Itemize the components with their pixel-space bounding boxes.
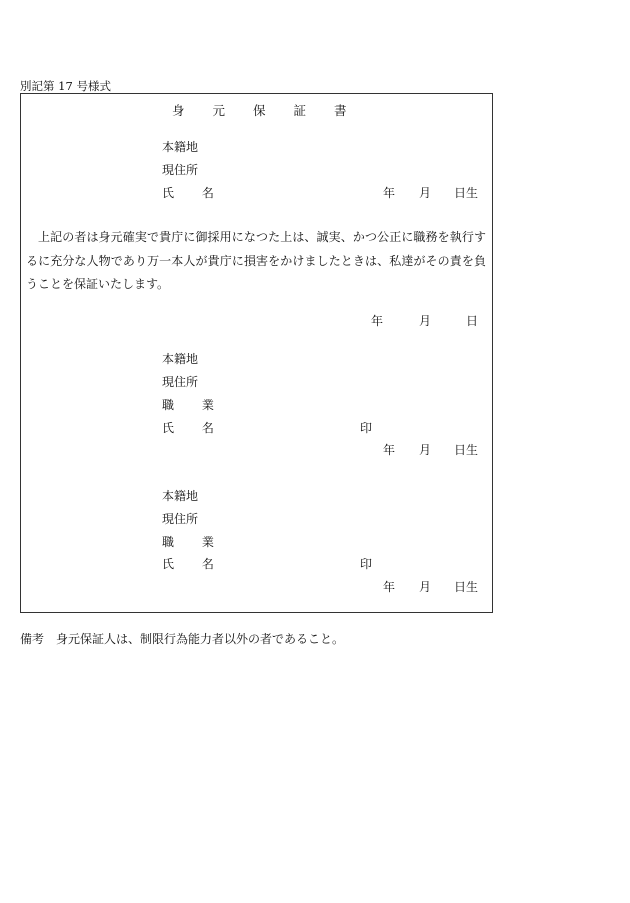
birth-day-label: 日生: [454, 443, 479, 457]
guarantor-1-name-label: 氏 名: [162, 421, 226, 435]
guarantee-statement: 上記の者は身元確実で貴庁に御採用になつた上は、誠実、かつ公正に職務を執行するに充分な人物であり万一本人が貴庁に損害をかけましたときは、私達がその責を負うことを保証いたします。: [26, 230, 486, 291]
guarantor-2-seal-mark: 印: [360, 557, 373, 571]
birth-year-label: 年: [383, 186, 396, 200]
signed-month-label: 月: [419, 314, 432, 328]
guarantee-form-frame: [20, 93, 493, 613]
guarantor-1-occupation-label: 職 業: [162, 398, 226, 412]
guarantor-2-occupation-label: 職 業: [162, 535, 226, 549]
birth-day-label: 日生: [454, 186, 479, 200]
signed-day-label: 日: [466, 314, 479, 328]
guarantor-1-seal-mark: 印: [360, 421, 373, 435]
document-title: 身元保証書: [172, 103, 375, 118]
guarantor-1-address-label: 現住所: [162, 375, 199, 389]
birth-month-label: 月: [419, 580, 432, 594]
guarantor-2-name-label: 氏 名: [162, 557, 226, 571]
birth-month-label: 月: [419, 186, 432, 200]
principal-address-label: 現住所: [162, 163, 199, 177]
remarks-note: 備考 身元保証人は、制限行為能力者以外の者であること。: [20, 632, 345, 646]
guarantor-2-address-label: 現住所: [162, 512, 199, 526]
guarantor-2-honseki-label: 本籍地: [162, 489, 199, 503]
birth-year-label: 年: [383, 580, 396, 594]
birth-month-label: 月: [419, 443, 432, 457]
principal-honseki-label: 本籍地: [162, 140, 199, 154]
birth-year-label: 年: [383, 443, 396, 457]
form-number: 別記第 17 号様式: [20, 79, 111, 93]
guarantor-1-honseki-label: 本籍地: [162, 352, 199, 366]
signed-year-label: 年: [371, 314, 384, 328]
birth-day-label: 日生: [454, 580, 479, 594]
principal-name-label: 氏 名: [162, 186, 226, 200]
